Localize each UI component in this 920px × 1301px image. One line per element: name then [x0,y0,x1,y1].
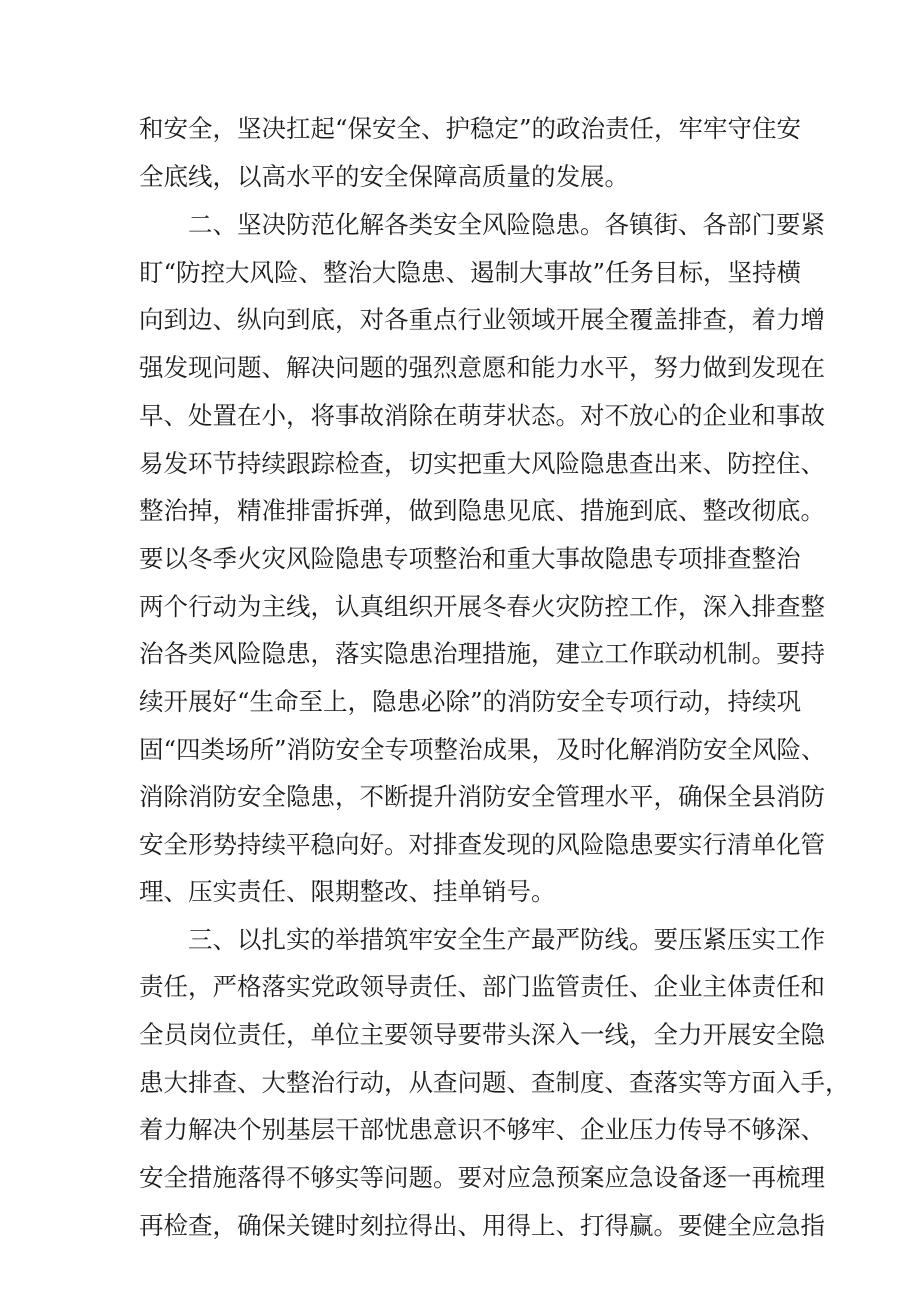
paragraph-heading-line: 三、以扎实的举措筑牢安全生产最严防线。要压紧压实工作 [188,925,825,954]
text-line: 易发环节持续跟踪检查，切实把重大风险隐患查出来、防控住、 [139,449,825,478]
text-line: 患大排查、大整治行动，从查问题、查制度、查落实等方面入手， [139,1068,850,1097]
text-line: 向到边、纵向到底，对各重点行业领域开展全覆盖排查，着力增 [139,305,825,334]
text-line: 固“四类场所”消防安全专项整治成果，及时化解消防安全风险、 [139,735,826,764]
text-line: 续开展好“生命至上，隐患必除”的消防安全专项行动，持续巩 [139,687,802,716]
text-line: 要以冬季火灾风险隐患专项整治和重大事故隐患专项排查整治 [139,544,801,573]
text-line: 全员岗位责任，单位主要领导要带头深入一线，全力开展安全隐 [139,1020,825,1049]
text-line: 强发现问题、解决问题的强烈意愿和能力水平，努力做到发现在 [139,353,825,382]
text-line: 整治掉，精准排雷拆弹，做到隐患见底、措施到底、整改彻底。 [139,496,825,525]
text-line: 治各类风险隐患，落实隐患治理措施，建立工作联动机制。要持 [139,639,825,668]
text-line: 再检查，确保关键时刻拉得出、用得上、打得赢。要健全应急指 [139,1211,825,1240]
paragraph-heading-line: 二、坚决防范化解各类安全风险隐患。各镇街、各部门要紧 [188,210,825,239]
text-line: 早、处置在小，将事故消除在萌芽状态。对不放心的企业和事故 [139,401,825,430]
text-line: 和安全，坚决扛起“保安全、护稳定”的政治责任，牢牢守住安 [139,114,802,143]
text-line: 责任，严格落实党政领导责任、部门监管责任、企业主体责任和 [139,972,825,1001]
text-line: 全底线，以高水平的安全保障高质量的发展。 [139,162,629,191]
text-line: 安全形势持续平稳向好。对排查发现的风险隐患要实行清单化管 [139,830,825,859]
text-line: 着力解决个别基层干部忧患意识不够牢、企业压力传导不够深、 [139,1115,825,1144]
text-line: 消除消防安全隐患，不断提升消防安全管理水平，确保全县消防 [139,782,825,811]
text-line: 盯“防控大风险、整治大隐患、遏制大事故”任务目标，坚持横 [139,258,802,287]
text-line: 安全措施落得不够实等问题。要对应急预案应急设备逐一再梳理 [139,1163,825,1192]
text-line: 理、压实责任、限期整改、挂单销号。 [139,877,556,906]
text-line: 两个行动为主线，认真组织开展冬春火灾防控工作，深入排查整 [139,592,825,621]
